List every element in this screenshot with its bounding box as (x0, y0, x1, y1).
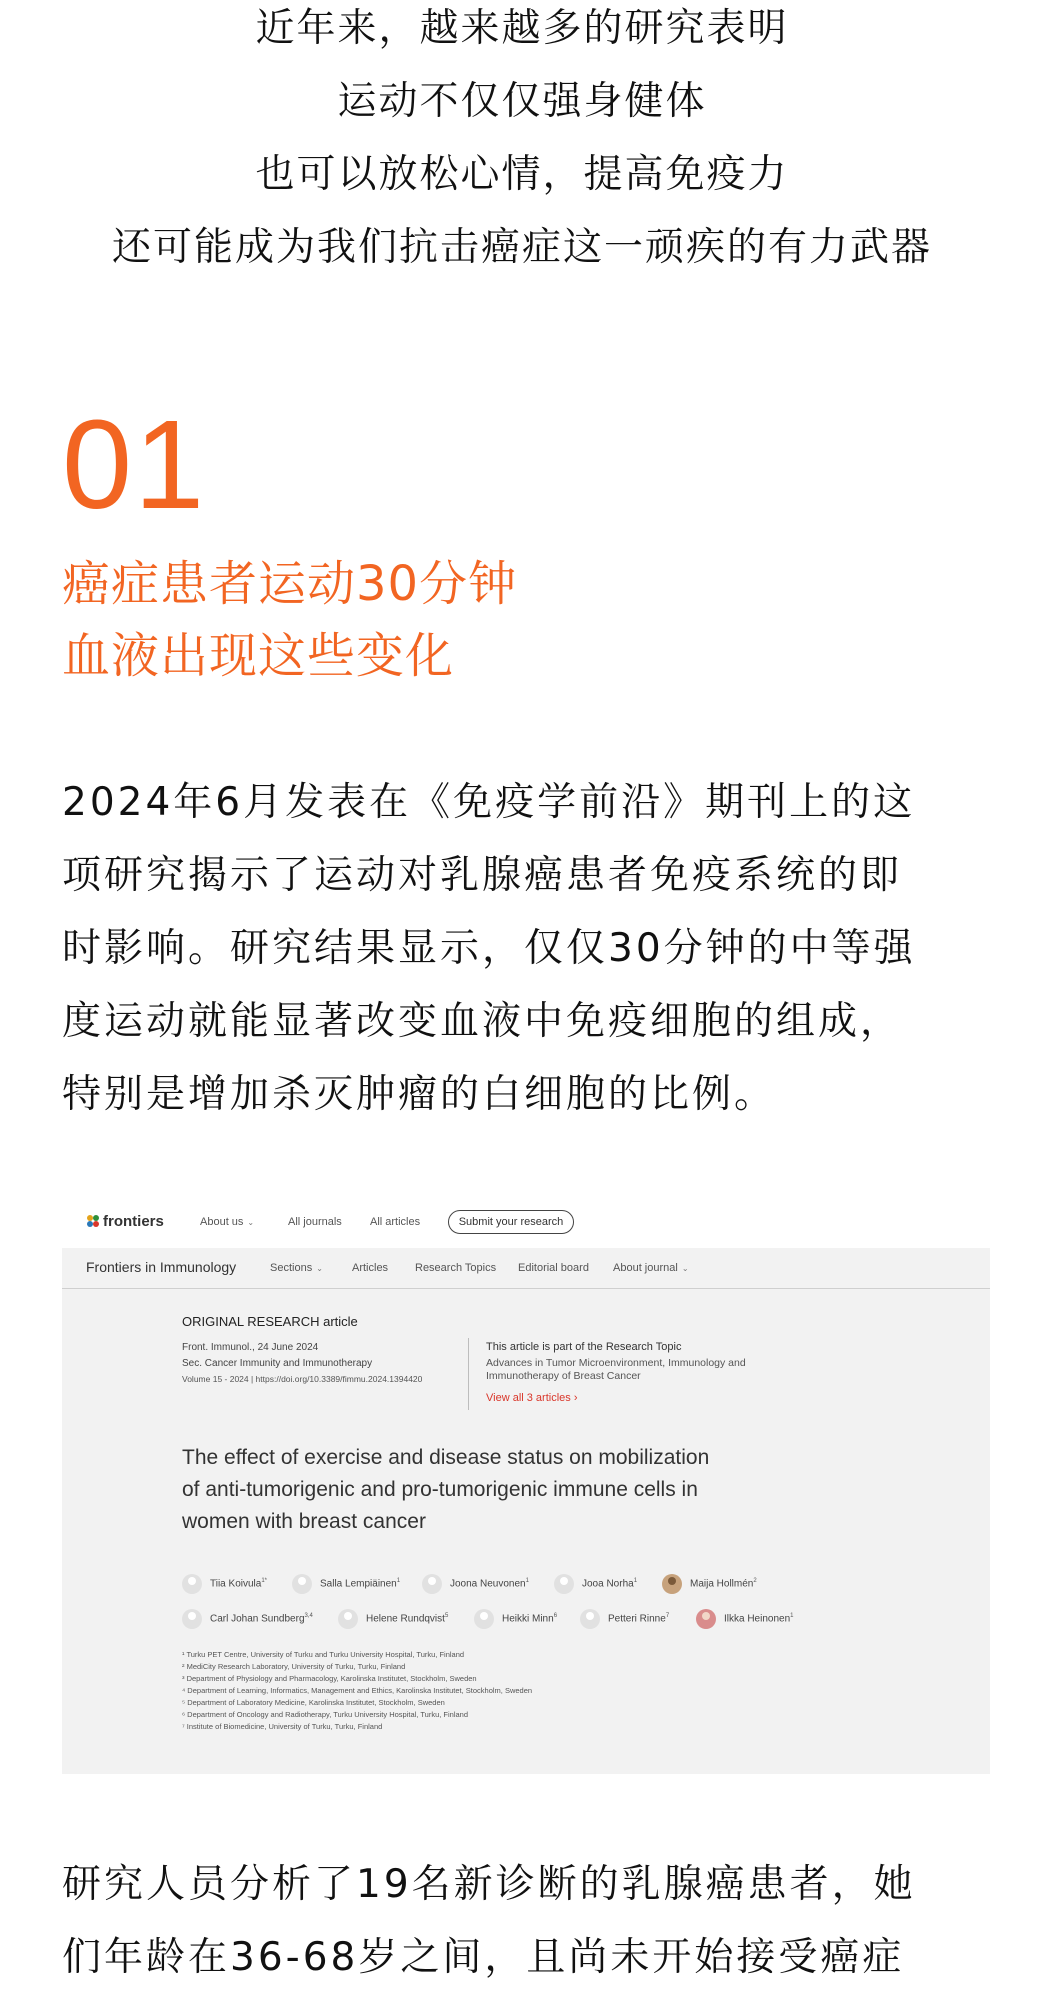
paragraph-2 (62, 1848, 992, 1994)
article-title-line: of anti-tumorigenic and pro-tumorigenic immune cells in (182, 1478, 698, 1501)
subnav-editorial-board[interactable]: Editorial board (518, 1262, 589, 1274)
frontiers-logo[interactable] (86, 1212, 164, 1230)
paragraph-line: 2024年6月发表在《免疫学前沿》期刊上的这 (62, 780, 916, 825)
chevron-down-icon: ⌄ (681, 1264, 689, 1273)
author-item[interactable] (580, 1605, 669, 1627)
author-name: Carl Johan Sundberg (210, 1613, 305, 1625)
affiliation-item: ² MediCity Research Laboratory, University of Turku, Turku, Finland (182, 1662, 406, 1671)
view-all-articles-link[interactable]: View all 3 articles › (486, 1392, 578, 1404)
author-name: Petteri Rinne (608, 1613, 666, 1625)
author-name: Helene Rundqvist (366, 1613, 445, 1625)
author-item[interactable] (696, 1605, 794, 1627)
author-item[interactable] (554, 1570, 637, 1592)
subnav-label: Sections (270, 1262, 313, 1274)
paragraph-line: 项研究揭示了运动对乳腺癌患者免疫系统的即 (62, 853, 903, 898)
paragraph-line: 度运动就能显著改变血液中免疫细胞的组成， (62, 999, 903, 1044)
nav-all-journals[interactable]: All journals (288, 1216, 342, 1228)
avatar (580, 1609, 600, 1629)
affiliation-item: ⁶ Department of Oncology and Radiotherapy, Turku University Hospital, Turku, Finland (182, 1710, 468, 1719)
author-item[interactable] (182, 1570, 267, 1592)
publication-line: Front. Immunol., 24 June 2024 (182, 1342, 319, 1353)
intro-line: 近年来，越来越多的研究表明 (255, 6, 789, 51)
article-title-line: The effect of exercise and disease status on mobilization (182, 1446, 710, 1469)
affiliation-item: ¹ Turku PET Centre, University of Turku and Turku University Hospital, Turku, Finland (182, 1650, 465, 1659)
author-item[interactable] (292, 1570, 400, 1592)
author-affil-sup: 1 (525, 1578, 529, 1584)
author-name: Joona Neuvonen (450, 1578, 526, 1590)
research-topic-label: This article is part of the Research Topic (486, 1341, 682, 1353)
article-screenshot (62, 1198, 990, 1774)
avatar (182, 1609, 202, 1629)
avatar (182, 1574, 202, 1594)
author-name: Ilkka Heinonen (724, 1613, 791, 1625)
section-title-line: 癌症患者运动30分钟 (62, 556, 518, 612)
submit-research-button[interactable]: Submit your research (448, 1210, 574, 1234)
paragraph-line: 特别是增加杀灭肿瘤的白细胞的比例。 (62, 1072, 777, 1117)
logo-text: frontiers (103, 1213, 164, 1230)
journal-sub-nav (62, 1248, 990, 1289)
paragraph-line: 时影响。研究结果显示，仅仅30分钟的中等强 (62, 926, 916, 971)
author-name: Tiia Koivula (210, 1578, 262, 1590)
author-affil-sup: 1 (790, 1613, 794, 1619)
chevron-down-icon: ⌄ (316, 1264, 323, 1273)
intro-line: 运动不仅仅强身健体 (337, 79, 707, 124)
nav-about-us[interactable] (200, 1216, 254, 1228)
subnav-sections[interactable] (270, 1262, 323, 1274)
affiliation-item: ³ Department of Physiology and Pharmacology, Karolinska Institutet, Stockholm, Sweden (182, 1674, 477, 1683)
article-title-line: women with breast cancer (182, 1510, 426, 1533)
research-topic-title[interactable]: Advances in Tumor Microenvironment, Immunology and Immunotherapy of Breast Cancer (486, 1357, 746, 1382)
intro-line: 还可能成为我们抗击癌症这一顽疾的有力武器 (111, 225, 932, 270)
section-number: 01 (62, 394, 207, 535)
subnav-about-journal[interactable] (613, 1262, 689, 1274)
avatar (554, 1574, 574, 1594)
author-affil-sup: 3,4 (304, 1613, 313, 1619)
author-affil-sup: 1* (261, 1578, 267, 1584)
divider (468, 1338, 469, 1410)
journal-name[interactable]: Frontiers in Immunology (86, 1259, 237, 1275)
avatar (696, 1609, 716, 1629)
author-item[interactable] (338, 1605, 448, 1627)
author-name: Jooa Norha (582, 1578, 634, 1590)
volume-doi-line[interactable]: Volume 15 - 2024 | https://doi.org/10.3389/fimmu.2024.1394420 (182, 1374, 423, 1384)
author-affil-sup: 6 (553, 1613, 558, 1619)
author-item[interactable] (662, 1570, 757, 1592)
article-title (182, 1442, 862, 1538)
author-item[interactable] (422, 1570, 529, 1592)
paragraph-1 (62, 766, 992, 1131)
frontiers-logo-icon (86, 1214, 100, 1228)
affiliation-item: ⁴ Department of Learning, Informatics, Management and Ethics, Karolinska Institutet, Stockholm, Sweden (182, 1686, 533, 1695)
subnav-articles[interactable]: Articles (352, 1262, 389, 1274)
subnav-label: About journal (613, 1262, 678, 1274)
article-type: ORIGINAL RESEARCH article (182, 1314, 358, 1329)
subnav-research-topics[interactable]: Research Topics (415, 1262, 497, 1274)
section-line: Sec. Cancer Immunity and Immunotherapy (182, 1358, 373, 1369)
avatar (338, 1609, 358, 1629)
paragraph-line: 研究人员分析了19名新诊断的乳腺癌患者，她 (62, 1862, 916, 1907)
intro-text (0, 0, 1044, 284)
avatar (422, 1574, 442, 1594)
affiliation-item: ⁵ Department of Laboratory Medicine, Karolinska Institutet, Stockholm, Sweden (182, 1698, 445, 1707)
avatar (474, 1609, 494, 1629)
author-affil-sup: 1 (396, 1578, 401, 1584)
paragraph-line: 们年龄在36-68岁之间，且尚未开始接受癌症 (62, 1935, 905, 1980)
intro-line: 也可以放松心情，提高免疫力 (255, 152, 789, 197)
avatar (662, 1574, 682, 1594)
author-item[interactable] (474, 1605, 557, 1627)
author-affil-sup: 7 (665, 1613, 670, 1619)
author-affil-sup: 1 (633, 1578, 638, 1584)
section-title (62, 548, 517, 692)
avatar (292, 1574, 312, 1594)
affiliation-item: ⁷ Institute of Biomedicine, University of Turku, Turku, Finland (182, 1722, 383, 1731)
author-name: Maija Hollmén (690, 1578, 754, 1590)
author-name: Salla Lempiäinen (320, 1578, 397, 1590)
chevron-down-icon: ⌄ (247, 1218, 255, 1227)
author-name: Heikki Minn (502, 1613, 554, 1625)
section-title-line: 血液出现这些变化 (62, 628, 455, 684)
nav-all-articles[interactable]: All articles (370, 1216, 421, 1228)
author-affil-sup: 5 (444, 1613, 449, 1619)
nav-label: About us (200, 1216, 244, 1228)
author-item[interactable] (182, 1605, 313, 1627)
site-top-nav (62, 1198, 990, 1248)
author-affil-sup: 2 (753, 1578, 757, 1584)
